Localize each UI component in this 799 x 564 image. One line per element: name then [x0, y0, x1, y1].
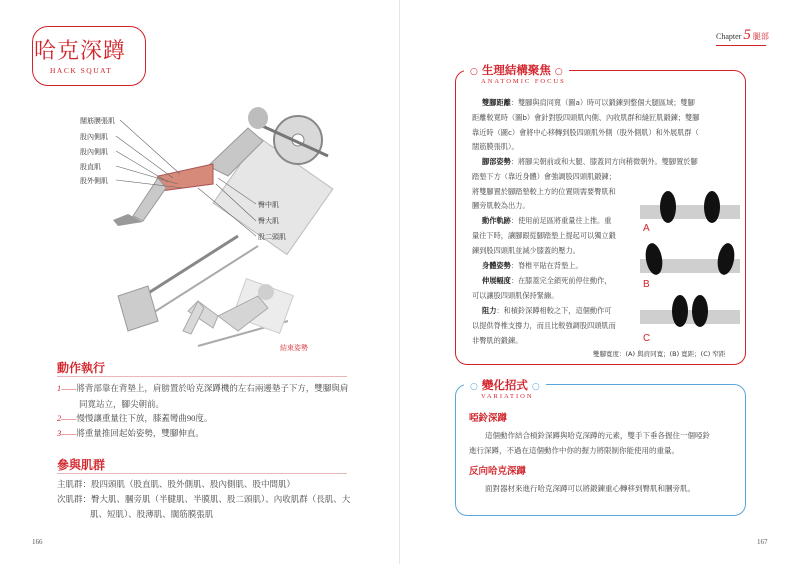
label-line — [116, 151, 168, 182]
secondary-muscles-cont: 肌、短肌）、股薄肌、闊筋膜張肌 — [90, 510, 214, 520]
head-figure-end — [258, 284, 274, 300]
muscle-label: 臀中肌 — [258, 201, 279, 209]
ending-position-label: 結束姿勢 — [280, 344, 308, 352]
diagram-letter-a: A — [643, 223, 650, 234]
muscles-heading: 參與肌群 — [57, 458, 106, 472]
step-2: 2——慢慢讓重量往下放，膝蓋彎曲90度。 — [57, 413, 213, 423]
focus-paragraph-foot-position: 腳部姿勢：將腳尖朝前或和大腿、膝蓋同方向稍微朝外。雙腳置於腳 踏墊下方（靠近身體）會強調股四頭肌鍛鍊； 將雙腳置於腳踏墊較上方的位置則需要臀肌和 膕旁肌較為出力。 — [472, 157, 698, 211]
muscle-label: 股外側肌 — [80, 177, 108, 185]
variation-dumbbell-squat-text: 這個動作結合槓鈴深蹲與哈克深蹲的元素，雙手下垂各握住一個啞鈴 進行深蹲，不過在這個動作中你的握力將限制你能使用的重量。 — [469, 431, 710, 455]
focus-paragraph-trajectory: 動作軌跡：使用前足區將重量往上推。重 量往下時，讓腳跟從腳踏墊上提起可以獨立鍛 鍊到股四頭肌並減少膝蓋的壓力。 — [472, 216, 616, 255]
focus-paragraph-body-position: 身體姿勢：脊椎平貼在背墊上。 — [482, 261, 583, 270]
section-rule — [57, 473, 347, 474]
focus-paragraph-resistance: 阻力：和槓鈴深蹲相較之下，這個動作可 以提供脊椎支撐力，而且比較強調股四頭肌而 非臀肌的鍛鍊。 — [472, 306, 616, 345]
diagram-letter-c: C — [643, 333, 651, 344]
diagram-caption: 雙腳寬度：(A) 與肩同寬；(B) 寬距；(C) 窄距 — [593, 350, 726, 358]
secondary-muscles: 次肌群：臀大肌、膕旁肌（半腱肌、半膜肌、股二頭肌）、內收肌群（長肌、大 — [57, 495, 351, 505]
anatomic-focus-title: ○ 生理結構聚焦 ○ — [464, 62, 569, 78]
step-1: 1——將背部靠在背墊上，肩膀置於哈克深蹲機的左右兩邊墊子下方，雙腳與肩 同寬站立，腳尖朝前。 — [57, 383, 349, 409]
chapter-rule — [716, 45, 766, 46]
platform-bar — [640, 310, 740, 324]
step-3: 3——將重量推回起始姿勢，雙腳伸直。 — [57, 428, 204, 438]
exercise-title: 哈克深蹲 — [34, 39, 127, 64]
shin-figure — [133, 178, 166, 221]
foot-platform — [118, 286, 158, 331]
muscle-label: 股內側肌 — [80, 148, 108, 156]
label-line — [120, 120, 180, 174]
muscle-label: 闊筋膜張肌 — [80, 117, 115, 125]
head-figure — [248, 107, 268, 129]
footprint-icon — [692, 295, 708, 327]
bullet-icon: ○ — [470, 67, 478, 77]
anatomic-focus-subtitle: ANATOMIC FOCUS — [481, 78, 566, 85]
primary-muscles: 主肌群：股四頭肌（股直肌、股外側肌、股內側肌、股中間肌） — [57, 480, 296, 490]
platform-bar — [640, 205, 740, 219]
page-divider — [399, 0, 400, 564]
variation-title: ○ 變化招式 ○ — [464, 377, 546, 393]
variation-reverse-hack-squat-heading: 反向哈克深蹲 — [469, 466, 527, 477]
muscle-label: 臀大肌 — [258, 217, 279, 225]
bullet-icon: ○ — [554, 67, 563, 77]
execution-heading: 動作執行 — [57, 361, 106, 375]
foot-width-diagram — [640, 175, 740, 345]
page-number-left: 166 — [32, 538, 43, 546]
hack-squat-illustration — [88, 96, 398, 356]
chapter-header: Chapter 5 腿部 — [716, 27, 769, 43]
page-number-right: 167 — [757, 538, 768, 546]
bullet-icon: ○ — [470, 382, 478, 392]
focus-paragraph-feet-distance: 雙腳距離：雙腳與肩同寬（圖a）時可以鍛鍊到整個大腿區域；雙腳 距離較寬時（圖b）會針對股四頭肌內側、內收肌群和縫匠肌鍛鍊；雙腳 靠近時（圖c）會將中心移轉到股四頭肌外側（股外側肌）和外展肌群（ 闊筋膜張肌）。 — [472, 98, 700, 152]
variation-reverse-hack-squat-text: 面對器材來進行哈克深蹲可以將鍛鍊重心轉移到臀肌和膕旁肌。 — [485, 484, 695, 493]
muscle-label: 股直肌 — [80, 163, 101, 171]
exercise-title-en: HACK SQUAT — [50, 66, 113, 75]
variation-subtitle: VARIATION — [481, 393, 534, 400]
focus-paragraph-range: 伸展幅度：在膝蓋完全鎖死前停住動作， 可以讓股四頭肌保持緊繃。 — [472, 276, 612, 300]
muscle-label: 股內側肌 — [80, 133, 108, 141]
muscle-label: 股二頭肌 — [258, 233, 286, 241]
footprint-icon — [704, 191, 720, 223]
bullet-icon: ○ — [531, 382, 540, 392]
variation-dumbbell-squat-heading: 啞鈴深蹲 — [469, 413, 508, 424]
diagram-letter-b: B — [643, 279, 650, 290]
footprint-icon — [660, 191, 676, 223]
section-rule — [57, 376, 347, 377]
footprint-icon — [672, 295, 688, 327]
